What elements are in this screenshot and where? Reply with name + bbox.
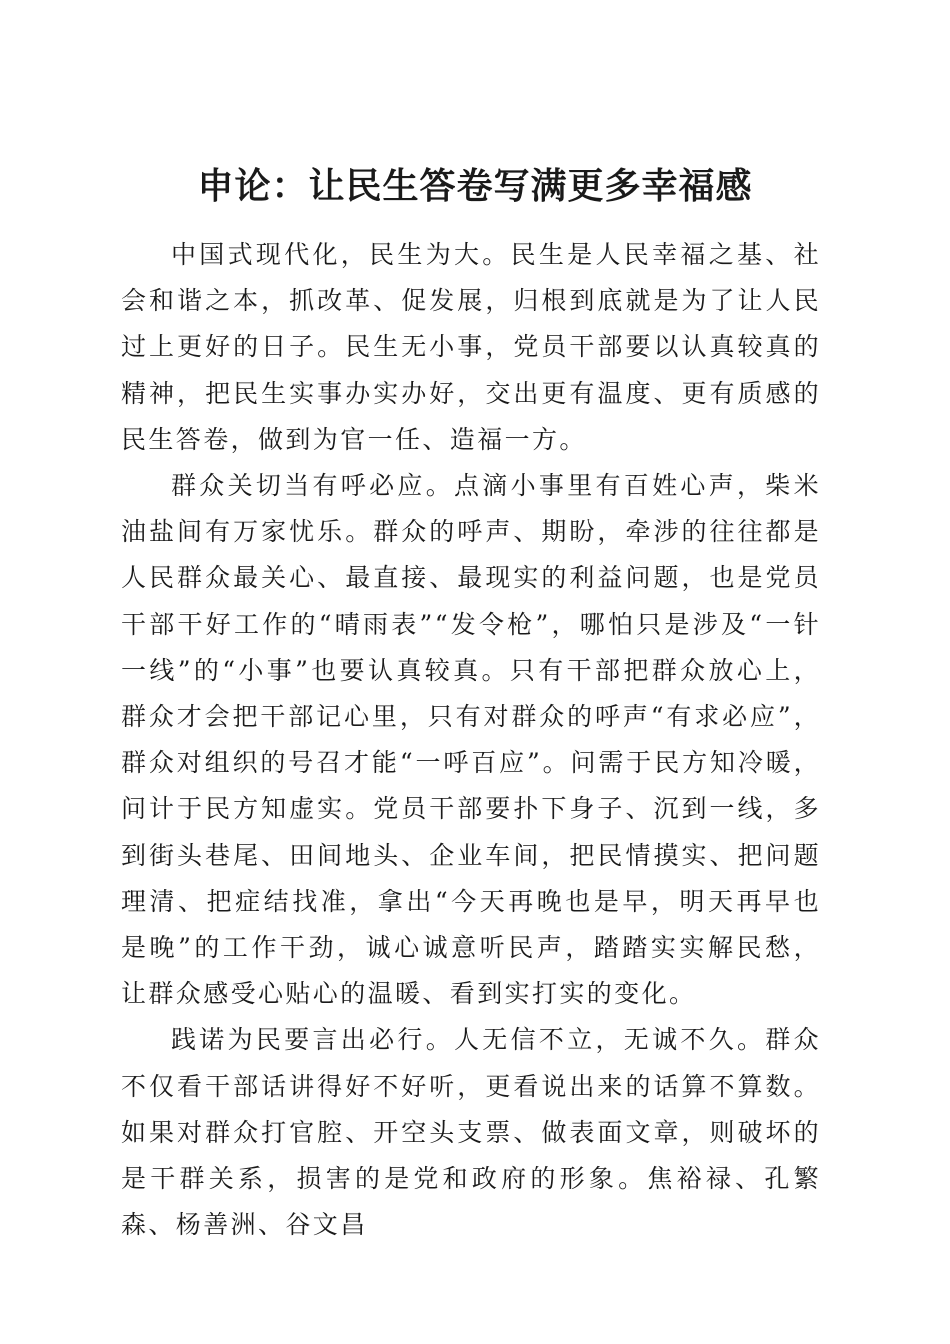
paragraph: 群众关切当有呼必应。点滴小事里有百姓心声，柴米油盐间有万家忧乐。群众的呼声、期盼，牵涉的往往都是人民群众最关心、最直接、最现实的利益问题，也是党员干部干好工作的“晴雨表”“发令枪”，哪怕只是涉及“一针一线”的“小事”也要认真较真。只有干部把群众放心上，群众才会把干部记心里，只有对群众的呼声“有求必应”，群众对组织的号召才能“一呼百应”。问需于民方知冷暖，问计于民方知虚实。党员干部要扑下身子、沉到一线，多到街头巷尾、田间地头、企业车间，把民情摸实、把问题理清、把症结找准，拿出“今天再晚也是早，明天再早也是晚”的工作干劲，诚心诚意听民声，踏踏实实解民愁，让群众感受心贴心的温暖、看到实打实的变化。	[121, 471, 821, 1009]
paragraph: 践诺为民要言出必行。人无信不立，无诚不久。群众不仅看干部话讲得好不好听，更看说出来的话算不算数。如果对群众打官腔、开空头支票、做表面文章，则破坏的是干群关系，损害的是党和政府的形象。焦裕禄、孔繁森、杨善洲、谷文昌	[121, 1025, 821, 1240]
document-body	[121, 232, 821, 1248]
document-title: 申论：让民生答卷写满更多幸福感	[197, 165, 753, 208]
paragraph: 中国式现代化，民生为大。民生是人民幸福之基、社会和谐之本，抓改革、促发展，归根到底就是为了让人民过上更好的日子。民生无小事，党员干部要以认真较真的精神，把民生实事办实办好，交出更有温度、更有质感的民生答卷，做到为官一任、造福一方。	[121, 240, 821, 454]
